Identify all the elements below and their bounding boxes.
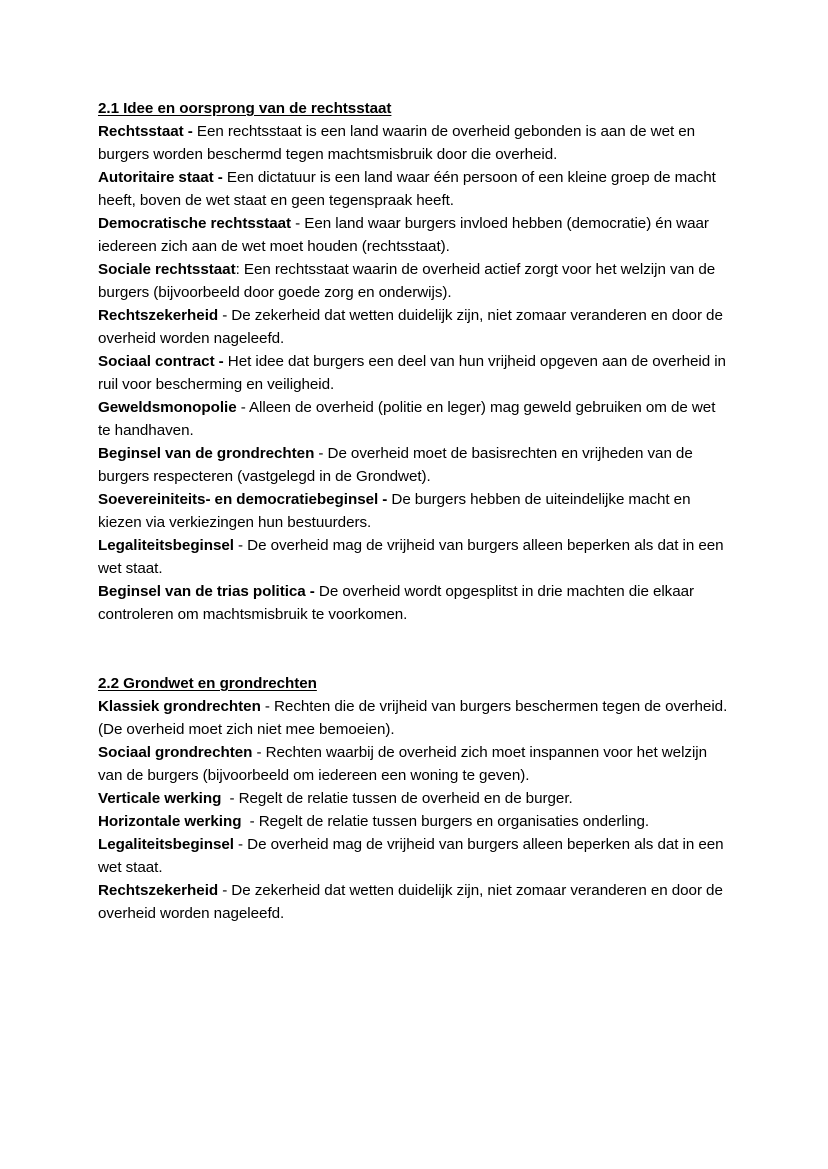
definition-entry (98, 212, 730, 258)
definition-entry (98, 833, 730, 879)
definition-separator: - (183, 123, 197, 140)
definition-body: De overheid mag de vrijheid van burgers alleen beperken als dat in een wet staat. (98, 537, 724, 577)
definition-entry (98, 741, 730, 787)
definition-term: Democratische rechtsstaat (98, 215, 292, 232)
definition-term: Beginsel van de grondrechten (98, 445, 315, 462)
definition-separator: - (236, 399, 249, 416)
definition-separator: - (213, 169, 227, 186)
definition-term: Klassiek grondrechten (98, 698, 261, 715)
definition-term: Verticale werking (98, 790, 222, 807)
definition-separator: - (305, 583, 319, 600)
definition-term: Horizontale werking (98, 813, 242, 830)
definition-separator: - (221, 790, 239, 807)
definition-entry (98, 350, 730, 396)
definition-separator: - (233, 537, 248, 554)
definition-separator: - (378, 491, 392, 508)
definition-term: Rechtsstaat (98, 123, 184, 140)
definition-entry (98, 810, 730, 833)
definition-body: Een rechtsstaat waarin de overheid actief zorgt voor het welzijn van de burgers (bijvoorbeeld door goede zorg en onderwijs). (98, 261, 716, 301)
document-section (98, 672, 730, 925)
definition-separator: - (218, 882, 232, 899)
definition-term: Legaliteitsbeginsel (98, 836, 234, 853)
definition-body: Regelt de relatie tussen de overheid en de burger. (238, 790, 573, 807)
definition-term: Sociaal contract (98, 353, 215, 370)
definition-body: De overheid moet de basisrechten en vrijheden van de burgers respecteren (vastgelegd in de Grondwet). (98, 445, 693, 485)
definition-entry (98, 534, 730, 580)
definition-body: Rechten waarbij de overheid zich moet inspannen voor het welzijn van de burgers (bijvoorbeeld om iedereen een woning te geven). (98, 744, 708, 784)
definition-body: Rechten die de vrijheid van burgers beschermen tegen de overheid. (De overheid moet zich niet mee bemoeien). (98, 698, 728, 738)
definition-body: De zekerheid dat wetten duidelijk zijn, niet zomaar veranderen en door de overheid worden nageleefd. (98, 307, 723, 347)
definition-body: Alleen de overheid (politie en leger) mag geweld gebruiken om de wet te handhaven. (98, 399, 716, 439)
definition-body: De overheid wordt opgesplitst in drie machten die elkaar controleren om machtsmisbruik te voorkomen. (98, 583, 695, 623)
definition-entry (98, 580, 730, 626)
definition-separator: - (260, 698, 274, 715)
definition-entry (98, 396, 730, 442)
definition-term: Legaliteitsbeginsel (98, 537, 234, 554)
document-content (98, 97, 730, 925)
definition-separator: - (252, 744, 266, 761)
definition-entry (98, 488, 730, 534)
definition-separator: - (214, 353, 228, 370)
definition-term: Autoritaire staat (98, 169, 214, 186)
definition-term: Rechtszekerheid (98, 882, 219, 899)
definition-entry (98, 304, 730, 350)
definition-body: Het idee dat burgers een deel van hun vrijheid opgeven aan de overheid in ruil voor bescherming en veiligheid. (98, 353, 726, 393)
definition-separator: - (291, 215, 305, 232)
definition-entry (98, 787, 730, 810)
definition-body: Een rechtsstaat is een land waarin de overheid gebonden is aan de wet en burgers worden beschermd tegen machtsmisbruik door die overheid. (98, 123, 696, 163)
definition-body: De zekerheid dat wetten duidelijk zijn, niet zomaar veranderen en door de overheid worden nageleefd. (98, 882, 723, 922)
definition-body: De overheid mag de vrijheid van burgers alleen beperken als dat in een wet staat. (98, 836, 724, 876)
definition-entry (98, 166, 730, 212)
definition-term: Soevereiniteits- en democratiebeginsel (98, 491, 379, 508)
definition-body: Regelt de relatie tussen burgers en organisaties onderling. (258, 813, 650, 830)
section-heading: 2.1 Idee en oorsprong van de rechtsstaat (98, 100, 392, 117)
definition-term: Sociale rechtsstaat (98, 261, 236, 278)
definition-separator: - (218, 307, 232, 324)
definition-entry (98, 695, 730, 741)
section-heading: 2.2 Grondwet en grondrechten (98, 675, 317, 692)
definition-term: Rechtszekerheid (98, 307, 219, 324)
definition-entry (98, 879, 730, 925)
definition-term: Beginsel van de trias politica (98, 583, 306, 600)
definition-entry (98, 442, 730, 488)
definition-body: Een land waar burgers invloed hebben (democratie) én waar iedereen zich aan de wet moet houden (rechtsstaat). (98, 215, 709, 255)
definition-body: Een dictatuur is een land waar één persoon of een kleine groep de macht heeft, boven de wet staat en geen tegenspraak heeft. (98, 169, 716, 209)
definition-term: Sociaal grondrechten (98, 744, 253, 761)
definition-entry (98, 258, 730, 304)
definition-separator: : (235, 261, 244, 278)
definition-body: De burgers hebben de uiteindelijke macht en kiezen via verkiezingen hun bestuurders. (98, 491, 691, 531)
definition-separator: - (314, 445, 328, 462)
definition-term: Geweldsmonopolie (98, 399, 237, 416)
definition-separator: - (233, 836, 248, 853)
document-section (98, 97, 730, 626)
definition-separator: - (241, 813, 259, 830)
definition-entry (98, 120, 730, 166)
